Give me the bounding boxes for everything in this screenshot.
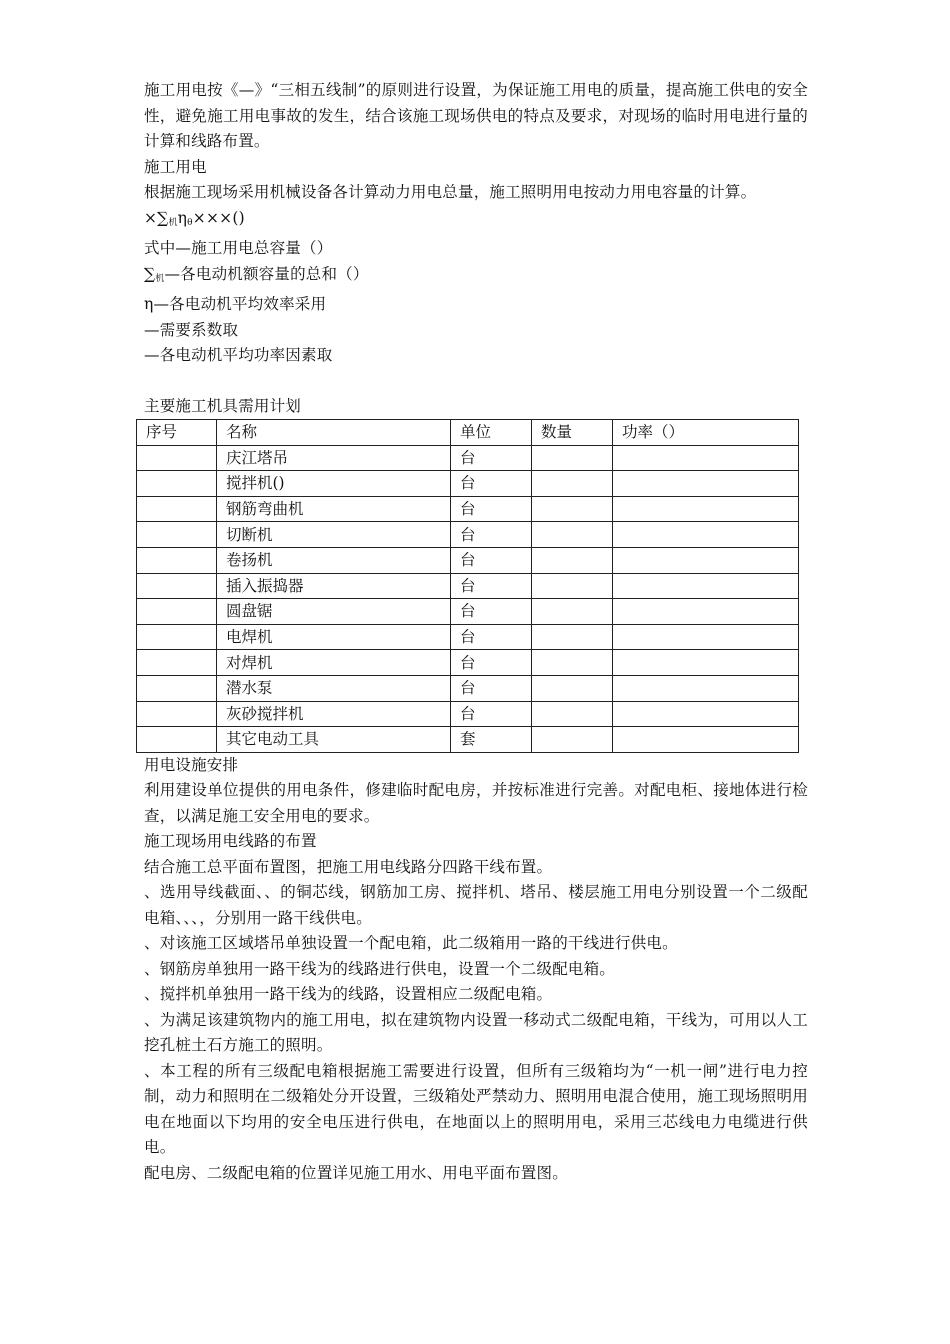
cell-quantity	[532, 573, 613, 599]
table-row	[137, 727, 799, 753]
table-row	[137, 445, 799, 471]
heading-power: 施工用电	[144, 157, 207, 176]
list-item: 、对该施工区域塔吊单独设置一个配电箱，此二级箱用一路的干线进行供电。	[144, 934, 678, 953]
list-item: 、为满足该建筑物内的施工用电，拟在建筑物内设置一移动式二级配电箱，干线为，可用以人工挖孔桩土石方施工的照明。	[144, 1010, 808, 1055]
table-row	[137, 650, 799, 676]
intro-paragraph: 施工用电按《—》“三相五线制”的原则进行设置，为保证施工用电的质量，提高施工供电的安全性，避免施工用电事故的发生，结合该施工现场供电的特点及要求，对现场的临时用电进行量的计算和线路布置。	[144, 81, 808, 150]
cell-name: 对焊机	[217, 650, 451, 676]
cell-name: 其它电动工具	[217, 727, 451, 753]
table-row	[137, 471, 799, 497]
cell-index	[137, 650, 217, 676]
table-title: 主要施工机具需用计划	[144, 396, 302, 415]
formula-part-c: ×××()	[192, 208, 245, 227]
table-row	[137, 496, 799, 522]
cell-quantity	[532, 547, 613, 573]
cell-unit: 台	[451, 496, 532, 522]
cell-power	[613, 650, 799, 676]
cell-quantity	[532, 650, 613, 676]
formula-sub-1: 机	[168, 217, 178, 228]
table-row	[137, 675, 799, 701]
cell-name: 钢筋弯曲机	[217, 496, 451, 522]
cell-power	[613, 599, 799, 625]
cell-power	[613, 624, 799, 650]
heading-facilities: 用电设施安排	[144, 755, 239, 774]
formula-sub-2: θ	[187, 217, 193, 228]
header-cell-name: 名称	[217, 420, 451, 446]
cell-power	[613, 471, 799, 497]
definition-total: 式中—施工用电总容量（）	[144, 239, 333, 257]
cell-index	[137, 701, 217, 727]
cell-index	[137, 624, 217, 650]
cell-name: 庆江塔吊	[217, 445, 451, 471]
final-paragraph: 配电房、二级配电箱的位置详见施工用水、用电平面布置图。	[144, 1163, 568, 1182]
header-cell-unit: 单位	[451, 420, 532, 446]
list-item: 、选用导线截面、、的铜芯线，钢筋加工房、搅拌机、塔吊、楼层施工用电分别设置一个二级配电箱、、、，分别用一路干线供电。	[144, 883, 808, 927]
cell-name: 潜水泵	[217, 675, 451, 701]
cell-index	[137, 573, 217, 599]
definition-efficiency: η—各电动机平均效率采用	[144, 295, 327, 313]
cell-unit: 台	[451, 650, 532, 676]
cell-name: 电焊机	[217, 624, 451, 650]
cell-power	[613, 701, 799, 727]
cell-power	[613, 445, 799, 471]
table-header-row	[137, 420, 799, 446]
header-cell-index: 序号	[137, 420, 217, 446]
cell-quantity	[532, 445, 613, 471]
cell-index	[137, 471, 217, 497]
table-row	[137, 522, 799, 548]
definition-sum	[144, 262, 808, 293]
cell-unit: 台	[451, 471, 532, 497]
table-row	[137, 701, 799, 727]
table-row	[137, 547, 799, 573]
header-cell-quantity: 数量	[532, 420, 613, 446]
cell-name: 圆盘锯	[217, 599, 451, 625]
cell-unit: 台	[451, 701, 532, 727]
heading-lines: 施工现场用电线路的布置	[144, 832, 317, 851]
cell-quantity	[532, 675, 613, 701]
cell-unit: 台	[451, 445, 532, 471]
calc-paragraph: 根据施工现场采用机械设备各计算动力用电总量，施工照明用电按动力用电容量的计算。	[144, 183, 757, 201]
cell-name: 插入振捣器	[217, 573, 451, 599]
table-row	[137, 573, 799, 599]
definition-sum-sub: 机	[155, 273, 165, 284]
cell-unit: 台	[451, 624, 532, 650]
cell-quantity	[532, 599, 613, 625]
cell-power	[613, 727, 799, 753]
cell-index	[137, 675, 217, 701]
cell-name: 搅拌机()	[217, 471, 451, 497]
cell-quantity	[532, 471, 613, 497]
cell-index	[137, 522, 217, 548]
formula-part-b: η	[177, 208, 188, 227]
cell-quantity	[532, 496, 613, 522]
cell-index	[137, 496, 217, 522]
header-cell-power: 功率（）	[613, 420, 799, 446]
cell-quantity	[532, 727, 613, 753]
cell-index	[137, 599, 217, 625]
definition-sum-symbol: ∑	[144, 264, 156, 283]
cell-unit: 台	[451, 522, 532, 548]
formula-line	[144, 206, 808, 237]
cell-quantity	[532, 624, 613, 650]
equipment-table	[136, 419, 799, 753]
lines-paragraph: 结合施工总平面布置图，把施工用电线路分四路干线布置。	[144, 857, 553, 876]
cell-name: 灰砂搅拌机	[217, 701, 451, 727]
cell-name: 卷扬机	[217, 547, 451, 573]
cell-unit: 台	[451, 675, 532, 701]
cell-power	[613, 522, 799, 548]
definition-demand: —需要系数取	[144, 320, 239, 339]
cell-index	[137, 547, 217, 573]
table-row	[137, 624, 799, 650]
cell-name: 切断机	[217, 522, 451, 548]
cell-unit: 台	[451, 573, 532, 599]
formula-part-a: ×∑	[144, 208, 169, 227]
cell-quantity	[532, 701, 613, 727]
cell-power	[613, 675, 799, 701]
document-page	[144, 78, 808, 1186]
cell-power	[613, 496, 799, 522]
definition-power-factor: —各电动机平均功率因素取	[144, 346, 333, 364]
list-item: 、钢筋房单独用一路干线为的线路进行供电，设置一个二级配电箱。	[144, 959, 616, 978]
definition-sum-text: —各电动机额容量的总和（）	[164, 264, 369, 283]
cell-index	[137, 445, 217, 471]
facilities-paragraph: 利用建设单位提供的用电条件，修建临时配电房，并按标准进行完善。对配电柜、接地体进行检查，以满足施工安全用电的要求。	[144, 781, 808, 825]
cell-unit: 台	[451, 547, 532, 573]
list-item: 、本工程的所有三级配电箱根据施工需要进行设置，但所有三级箱均为“一机一闸”进行电力控制，动力和照明在二级箱处分开设置，三级箱处严禁动力、照明用电混合使用，施工现场照明用电在地面以下均用的安全电压进行供电，在地面以上的照明用电，采用三芯线电力电缆进行供电。	[144, 1061, 808, 1157]
cell-unit: 台	[451, 599, 532, 625]
blank-line	[144, 369, 808, 394]
list-item: 、搅拌机单独用一路干线为的线路，设置相应二级配电箱。	[144, 985, 553, 1004]
cell-unit: 套	[451, 727, 532, 753]
cell-power	[613, 547, 799, 573]
cell-index	[137, 727, 217, 753]
table-row	[137, 599, 799, 625]
cell-quantity	[532, 522, 613, 548]
cell-power	[613, 573, 799, 599]
